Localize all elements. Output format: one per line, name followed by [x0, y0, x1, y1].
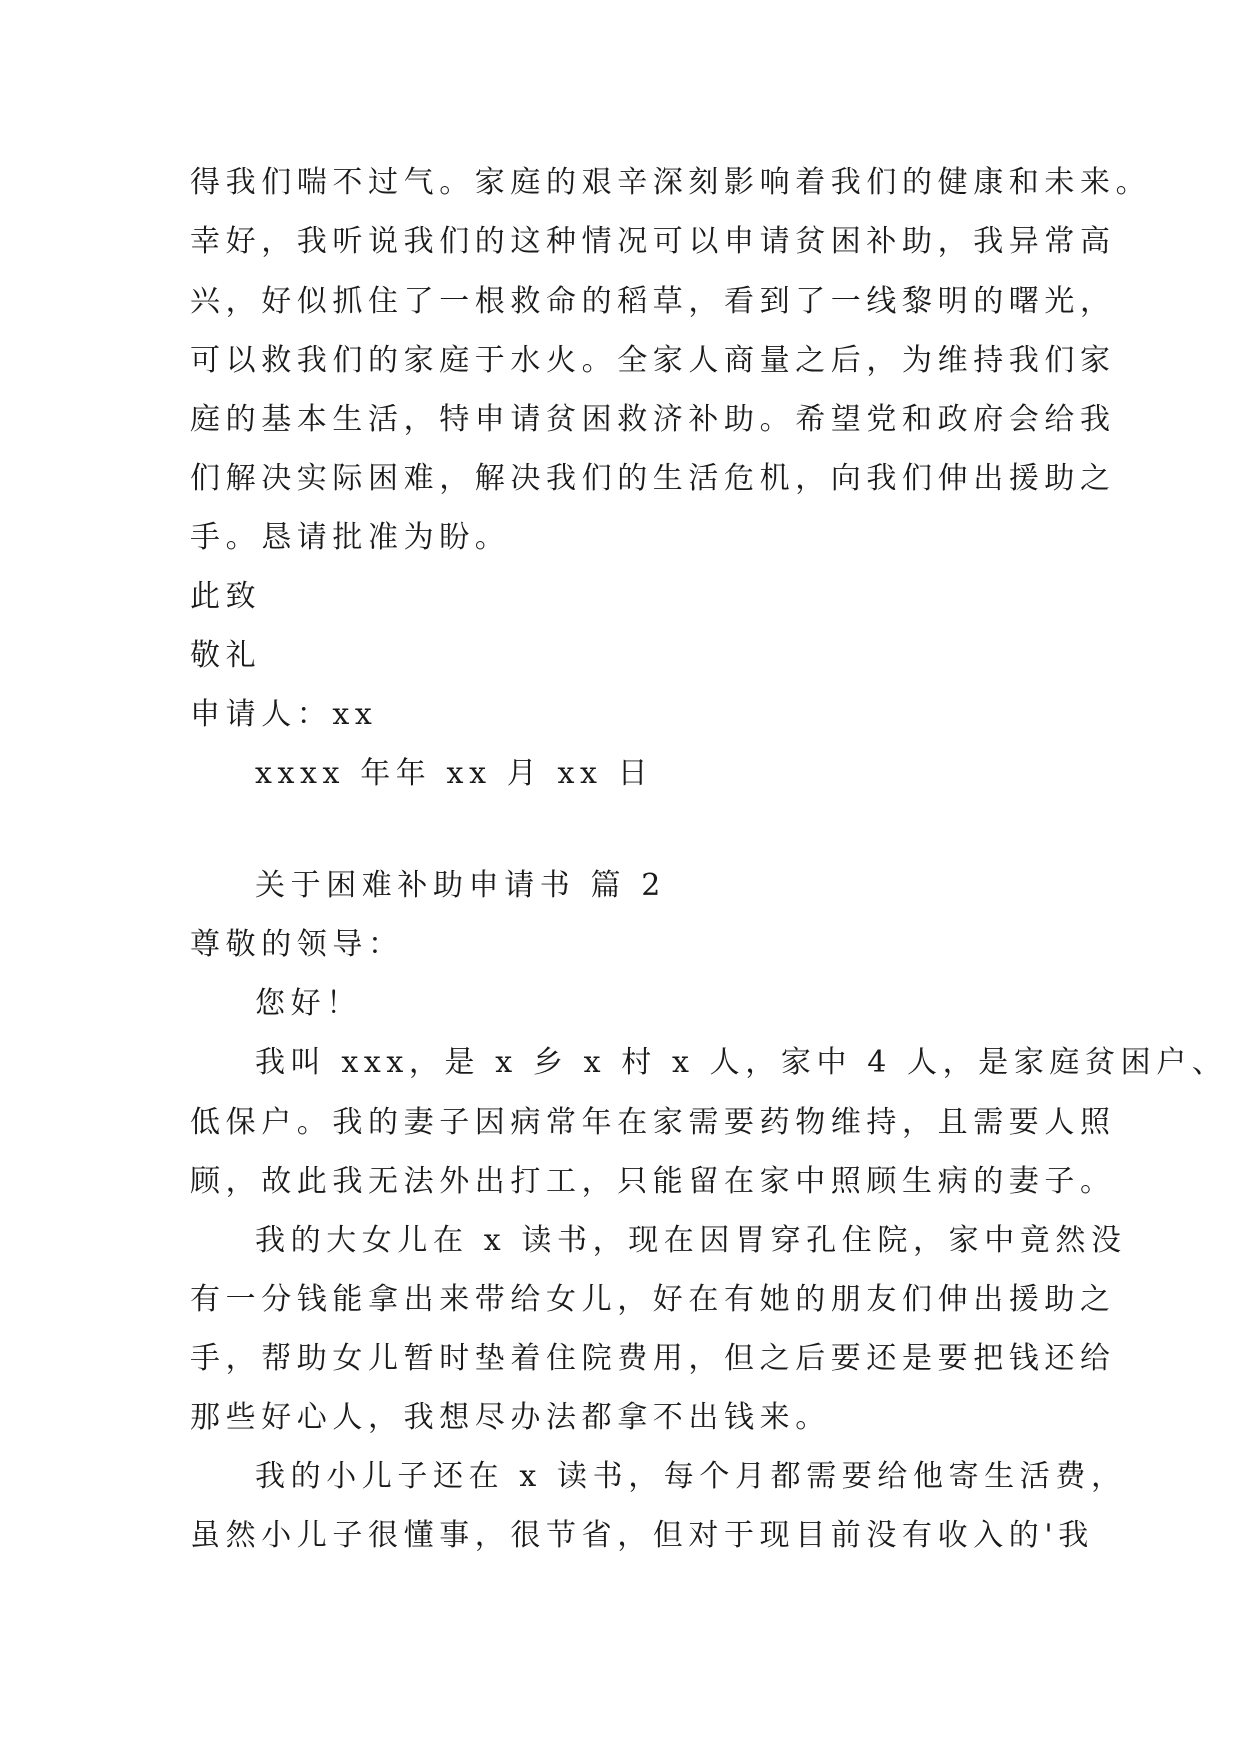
- body-line: 那些好心人，我想尽办法都拿不出钱来。: [190, 1400, 831, 1435]
- body-line: 手。恳请批准为盼。: [190, 520, 511, 555]
- body-line: 虽然小儿子很懂事，很节省，但对于现目前没有收入的'我: [190, 1518, 1094, 1553]
- body-line: 得我们喘不过气。家庭的艰辛深刻影响着我们的健康和未来。: [190, 165, 1152, 200]
- body-line: 幸好，我听说我们的这种情况可以申请贫困补助，我异常高: [190, 224, 1116, 259]
- body-line: 兴，好似抓住了一根救命的稻草，看到了一线黎明的曙光，: [190, 284, 1116, 319]
- body-line: 顾，故此我无法外出打工，只能留在家中照顾生病的妻子。: [190, 1164, 1116, 1199]
- body-line: 手，帮助女儿暂时垫着住院费用，但之后要还是要把钱还给: [190, 1341, 1116, 1376]
- body-line: 我叫 xxx，是 x 乡 x 村 x 人，家中 4 人，是家庭贫困户、: [255, 1045, 1228, 1080]
- applicant-line: 申请人：xx: [190, 697, 378, 732]
- body-line: 我的小儿子还在 x 读书，每个月都需要给他寄生活费，: [255, 1459, 1127, 1494]
- salutation: 尊敬的领导：: [190, 927, 404, 962]
- closing-line: 敬礼: [190, 638, 262, 673]
- body-line: 庭的基本生活，特申请贫困救济补助。希望党和政府会给我: [190, 402, 1116, 437]
- body-line: 低保户。我的妻子因病常年在家需要药物维持，且需要人照: [190, 1105, 1116, 1140]
- body-line: 可以救我们的家庭于水火。全家人商量之后，为维持我们家: [190, 343, 1116, 378]
- body-line: 我的大女儿在 x 读书，现在因胃穿孔住院，家中竟然没: [255, 1223, 1127, 1258]
- date-line: xxxx 年年 xx 月 xx 日: [255, 756, 654, 791]
- closing-line: 此致: [190, 579, 262, 614]
- body-line: 有一分钱能拿出来带给女儿，好在有她的朋友们伸出援助之: [190, 1282, 1116, 1317]
- body-line: 们解决实际困难，解决我们的生活危机，向我们伸出援助之: [190, 461, 1116, 496]
- greeting: 您好！: [255, 986, 362, 1021]
- section-title: 关于困难补助申请书 篇 2: [255, 868, 666, 903]
